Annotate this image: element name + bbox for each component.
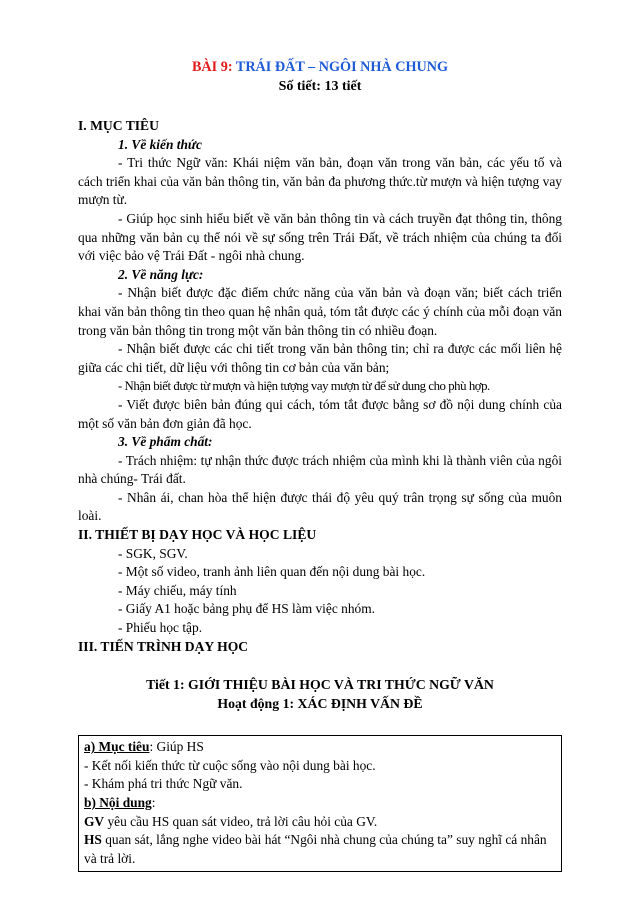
content-label: b) Nội dung [84,795,152,810]
paragraph: - Nhận biết được các chi tiết trong văn bản thông tin; chỉ ra được các mối liên hệ giữa các chi tiết, dữ liệu với thông tin cơ bản của văn bản; [78,341,562,375]
list-item: - Phiếu học tập. [118,620,203,636]
section-heading-equipment: II. THIẾT BỊ DẠY HỌC VÀ HỌC LIỆU [78,527,317,543]
activity-box [78,735,562,872]
goal-label: a) Mục tiêu [84,739,150,755]
hs-line [84,831,556,868]
paragraph: - Trách nhiệm: tự nhận thức được trách nhiệm của mình khi là thành viên của ngôi nhà chúng- Trái đất. [78,452,562,487]
content-colon: : [151,795,156,810]
paragraph: - Nhận biết được từ mượn và hiện tượng vay mượn từ để sử dung cho phù hợp. [118,379,490,394]
lesson-period-title: Tiết 1: GIỚI THIỆU BÀI HỌC VÀ TRI THỨC NGỮ VĂN [146,677,494,693]
goal-line [84,738,556,757]
goal-text: : Giúp HS [149,739,204,755]
subheading-knowledge: 1. Về kiến thức [118,136,202,152]
section-heading-objectives: I. MỤC TIÊU [78,118,159,133]
section-heading-process: III. TIẾN TRÌNH DẠY HỌC [78,638,249,654]
paragraph: - Nhận biết được đặc điểm chức năng của văn bản và đoạn văn; biết cách triển khai văn bản thông tin theo quan hệ nhân quả, tóm tắt được các ý chính của mỗi đoạn văn trong văn bản thông tin trong một văn bản thông tin có nhiều đoạn. [78,285,562,338]
gv-text: yêu cầu HS quan sát video, trả lời câu hỏi của GV. [104,813,378,829]
lesson-name: TRÁI ĐẤT – NGÔI NHÀ CHUNG [232,59,449,75]
list-item: - Khám phá tri thức Ngữ văn. [84,776,243,792]
lesson-periods: Số tiết: 13 tiết [278,79,362,94]
list-item: - Một số video, tranh ảnh liên quan đến nội dung bài học. [118,564,426,580]
paragraph: - Nhân ái, chan hòa thể hiện được thái độ yêu quý trân trọng sự sống của muôn loài. [78,489,562,524]
list-item: - Kết nối kiến thức từ cuộc sống vào nội dung bài học. [84,757,376,773]
paragraph: - Tri thức Ngữ văn: Khái niệm văn bản, đoạn văn trong văn bản, các yếu tố và cách triển khai của văn bản thông tin, văn bản đa phương thức.từ mượn và hiện tượng vay mượn từ. [78,155,562,208]
hs-text: quan sát, lắng nghe video bài hát “Ngôi nhà chung của chúng ta” suy nghĩ cá nhân và trả lời. [84,832,547,866]
document-page [78,58,562,872]
activity-title: Hoạt động 1: XÁC ĐỊNH VẤN ĐỀ [217,696,423,712]
list-item: - SGK, SGV. [118,545,188,561]
list-item: - Giấy A1 hoặc bảng phụ để HS làm việc nhóm. [118,601,375,617]
gv-line [84,813,556,832]
hs-label: HS [84,832,102,848]
list-item: - Máy chiếu, máy tính [118,582,237,598]
gv-label: GV [84,813,105,829]
lesson-number: BÀI 9: [191,59,233,75]
content-line [84,794,556,813]
paragraph: - Viết được biên bản đúng qui cách, tóm tắt được bằng sơ đồ nội dung chính của một số văn bản đơn giản đã học. [78,396,562,431]
subheading-quality: 3. Về phẩm chất: [118,434,213,450]
lesson-title [78,58,562,77]
paragraph: - Giúp học sinh hiểu biết về văn bản thông tin và cách truyền đạt thông tin, thông qua những văn bản cụ thể nói về sự sống trên Trái Đất, về trách nhiệm của chúng ta đối với việc bảo vệ Trái Đất - ngôi nhà chung. [78,210,562,264]
subheading-ability: 2. Về năng lực: [118,266,204,282]
